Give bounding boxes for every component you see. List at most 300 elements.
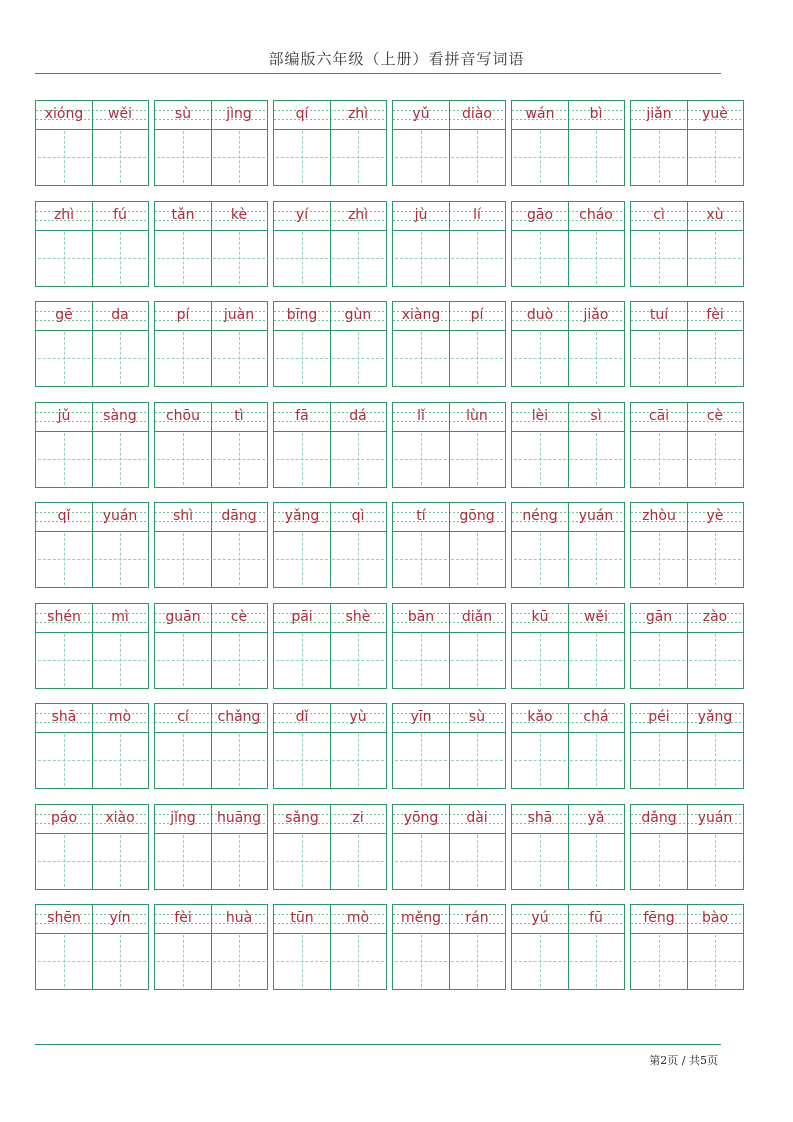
character-writing-box[interactable] bbox=[568, 833, 624, 889]
word-box bbox=[511, 100, 625, 186]
pinyin-syllable: gāo bbox=[526, 207, 554, 223]
pinyin-syllable: fēng bbox=[643, 910, 675, 926]
guide-line bbox=[120, 935, 121, 987]
guide-line bbox=[64, 734, 65, 786]
character-writing-box[interactable] bbox=[36, 431, 92, 487]
pinyin-row bbox=[393, 704, 505, 733]
word-box bbox=[35, 603, 149, 689]
character-writing-box[interactable] bbox=[631, 431, 687, 487]
guide-line bbox=[421, 131, 422, 183]
word-box bbox=[273, 603, 387, 689]
guide-line bbox=[64, 332, 65, 384]
character-writing-box[interactable] bbox=[92, 732, 148, 788]
guide-line bbox=[477, 634, 478, 686]
pinyin-syllable: jù bbox=[414, 207, 428, 223]
character-writing-box[interactable] bbox=[36, 632, 92, 688]
guide-line bbox=[183, 634, 184, 686]
character-writing-box[interactable] bbox=[155, 732, 211, 788]
word-box bbox=[511, 904, 625, 990]
word-box bbox=[392, 804, 506, 890]
character-writing-box[interactable] bbox=[449, 129, 505, 185]
word-box bbox=[273, 703, 387, 789]
pinyin-row bbox=[393, 604, 505, 633]
guide-line bbox=[120, 332, 121, 384]
character-writing-box[interactable] bbox=[274, 933, 330, 989]
character-writing-box[interactable] bbox=[36, 230, 92, 286]
guide-line bbox=[596, 533, 597, 585]
character-writing-box[interactable] bbox=[568, 230, 624, 286]
pinyin-syllable: cè bbox=[230, 609, 248, 625]
character-writing-box[interactable] bbox=[449, 431, 505, 487]
pinyin-syllable: yīn bbox=[410, 709, 432, 725]
character-writing-box[interactable] bbox=[330, 129, 386, 185]
character-writing-box[interactable] bbox=[393, 632, 449, 688]
character-writing-box[interactable] bbox=[393, 330, 449, 386]
word-box bbox=[630, 100, 744, 186]
character-writing-box[interactable] bbox=[36, 531, 92, 587]
guide-line bbox=[120, 835, 121, 887]
character-writing-box[interactable] bbox=[393, 833, 449, 889]
guide-line bbox=[358, 433, 359, 485]
character-writing-box[interactable] bbox=[687, 632, 743, 688]
character-writing-box[interactable] bbox=[92, 833, 148, 889]
pinyin-syllable: lí bbox=[473, 207, 481, 223]
guide-line bbox=[239, 935, 240, 987]
character-writing-box[interactable] bbox=[512, 230, 568, 286]
pinyin-syllable: tūn bbox=[290, 910, 314, 926]
pinyin-row bbox=[274, 805, 386, 834]
character-writing-box[interactable] bbox=[568, 431, 624, 487]
pinyin-row bbox=[36, 805, 148, 834]
pinyin-row bbox=[512, 403, 624, 432]
character-writing-box[interactable] bbox=[687, 732, 743, 788]
pinyin-row bbox=[393, 805, 505, 834]
guide-line bbox=[183, 533, 184, 585]
character-writing-box[interactable] bbox=[330, 330, 386, 386]
character-writing-box[interactable] bbox=[330, 933, 386, 989]
pinyin-syllable: néng bbox=[522, 508, 558, 524]
pinyin-row bbox=[36, 101, 148, 130]
character-writing-box[interactable] bbox=[211, 833, 267, 889]
guide-line bbox=[183, 935, 184, 987]
character-writing-box[interactable] bbox=[631, 933, 687, 989]
pinyin-row bbox=[631, 302, 743, 331]
pinyin-syllable: huāng bbox=[216, 810, 262, 826]
character-writing-box[interactable] bbox=[36, 833, 92, 889]
pinyin-syllable: qì bbox=[351, 508, 365, 524]
character-writing-box[interactable] bbox=[211, 732, 267, 788]
pinyin-syllable: yuán bbox=[102, 508, 138, 524]
guide-line bbox=[477, 533, 478, 585]
pinyin-syllable: cí bbox=[177, 709, 189, 725]
guide-line bbox=[596, 634, 597, 686]
character-writing-box[interactable] bbox=[330, 732, 386, 788]
pinyin-syllable: jǐng bbox=[170, 810, 196, 826]
character-writing-box[interactable] bbox=[568, 531, 624, 587]
pinyin-syllable: zhì bbox=[53, 207, 75, 223]
character-writing-box[interactable] bbox=[449, 531, 505, 587]
character-writing-box[interactable] bbox=[512, 933, 568, 989]
character-writing-box[interactable] bbox=[393, 129, 449, 185]
pinyin-syllable: yǔ bbox=[412, 106, 430, 122]
character-writing-box[interactable] bbox=[512, 632, 568, 688]
guide-line bbox=[302, 131, 303, 183]
pinyin-syllable: chōu bbox=[165, 408, 200, 424]
character-writing-box[interactable] bbox=[568, 732, 624, 788]
character-writing-box[interactable] bbox=[512, 330, 568, 386]
pinyin-syllable: páo bbox=[50, 810, 78, 826]
pinyin-syllable: qí bbox=[295, 106, 309, 122]
character-writing-box[interactable] bbox=[568, 933, 624, 989]
pinyin-syllable: sì bbox=[590, 408, 602, 424]
guide-line bbox=[715, 131, 716, 183]
character-writing-box[interactable] bbox=[687, 330, 743, 386]
character-writing-box[interactable] bbox=[36, 933, 92, 989]
character-writing-box[interactable] bbox=[631, 632, 687, 688]
pinyin-syllable: yǎng bbox=[284, 508, 320, 524]
guide-line bbox=[540, 232, 541, 284]
character-writing-box[interactable] bbox=[36, 732, 92, 788]
pinyin-syllable: lǐ bbox=[417, 408, 425, 424]
character-writing-box[interactable] bbox=[92, 129, 148, 185]
pinyin-syllable: shì bbox=[172, 508, 194, 524]
character-writing-box[interactable] bbox=[330, 531, 386, 587]
pinyin-row bbox=[36, 403, 148, 432]
pinyin-syllable: xù bbox=[706, 207, 724, 223]
character-writing-box[interactable] bbox=[92, 431, 148, 487]
pinyin-syllable: yù bbox=[349, 709, 367, 725]
pinyin-syllable: zào bbox=[702, 609, 728, 625]
guide-line bbox=[540, 835, 541, 887]
word-box bbox=[630, 502, 744, 588]
guide-line bbox=[659, 533, 660, 585]
pinyin-syllable: jǔ bbox=[57, 408, 71, 424]
word-box bbox=[154, 301, 268, 387]
guide-line bbox=[540, 634, 541, 686]
character-writing-box[interactable] bbox=[274, 330, 330, 386]
word-box bbox=[630, 402, 744, 488]
guide-line bbox=[715, 533, 716, 585]
guide-line bbox=[596, 935, 597, 987]
guide-line bbox=[358, 131, 359, 183]
guide-line bbox=[421, 433, 422, 485]
pinyin-syllable: sù bbox=[468, 709, 486, 725]
character-writing-box[interactable] bbox=[512, 732, 568, 788]
word-box bbox=[35, 502, 149, 588]
character-writing-box[interactable] bbox=[92, 230, 148, 286]
pinyin-row bbox=[631, 704, 743, 733]
guide-line bbox=[302, 734, 303, 786]
guide-line bbox=[477, 835, 478, 887]
guide-line bbox=[659, 131, 660, 183]
pinyin-syllable: wěi bbox=[584, 609, 608, 625]
footer-divider bbox=[35, 1044, 721, 1045]
word-box bbox=[392, 603, 506, 689]
character-writing-box[interactable] bbox=[512, 431, 568, 487]
pinyin-row bbox=[512, 905, 624, 934]
character-writing-box[interactable] bbox=[687, 129, 743, 185]
character-writing-box[interactable] bbox=[687, 431, 743, 487]
character-writing-box[interactable] bbox=[92, 933, 148, 989]
word-box bbox=[273, 301, 387, 387]
character-writing-box[interactable] bbox=[568, 330, 624, 386]
character-writing-box[interactable] bbox=[449, 732, 505, 788]
character-writing-box[interactable] bbox=[274, 230, 330, 286]
pinyin-syllable: fèi bbox=[706, 307, 724, 323]
character-writing-box[interactable] bbox=[36, 129, 92, 185]
guide-line bbox=[659, 634, 660, 686]
page-number: 第2页 / 共5页 bbox=[649, 1054, 718, 1067]
character-writing-box[interactable] bbox=[155, 431, 211, 487]
character-writing-box[interactable] bbox=[274, 431, 330, 487]
guide-line bbox=[715, 332, 716, 384]
pinyin-row bbox=[36, 604, 148, 633]
pinyin-row bbox=[512, 604, 624, 633]
pinyin-syllable: péi bbox=[648, 709, 670, 725]
guide-line bbox=[64, 433, 65, 485]
word-box bbox=[630, 201, 744, 287]
pinyin-syllable: jìng bbox=[226, 106, 252, 122]
character-writing-box[interactable] bbox=[568, 632, 624, 688]
character-writing-box[interactable] bbox=[274, 833, 330, 889]
pinyin-syllable: bīng bbox=[286, 307, 318, 323]
pinyin-syllable: fèi bbox=[174, 910, 192, 926]
character-writing-box[interactable] bbox=[274, 531, 330, 587]
pinyin-syllable: bān bbox=[407, 609, 435, 625]
pinyin-syllable: xiào bbox=[105, 810, 135, 826]
word-box bbox=[273, 100, 387, 186]
character-writing-box[interactable] bbox=[631, 833, 687, 889]
character-writing-box[interactable] bbox=[393, 933, 449, 989]
pinyin-row bbox=[36, 302, 148, 331]
guide-line bbox=[120, 232, 121, 284]
pinyin-syllable: gē bbox=[55, 307, 73, 323]
pinyin-syllable: cháo bbox=[579, 207, 613, 223]
guide-line bbox=[596, 835, 597, 887]
word-box bbox=[273, 502, 387, 588]
guide-line bbox=[302, 634, 303, 686]
guide-line bbox=[596, 433, 597, 485]
character-writing-box[interactable] bbox=[687, 833, 743, 889]
character-writing-box[interactable] bbox=[155, 330, 211, 386]
pinyin-syllable: kǎo bbox=[527, 709, 553, 725]
pinyin-row bbox=[155, 101, 267, 130]
guide-line bbox=[540, 332, 541, 384]
character-writing-box[interactable] bbox=[155, 833, 211, 889]
pinyin-row bbox=[36, 704, 148, 733]
character-writing-box[interactable] bbox=[211, 933, 267, 989]
guide-line bbox=[659, 835, 660, 887]
guide-line bbox=[120, 433, 121, 485]
character-writing-box[interactable] bbox=[449, 330, 505, 386]
character-writing-box[interactable] bbox=[155, 230, 211, 286]
character-writing-box[interactable] bbox=[393, 732, 449, 788]
pinyin-row bbox=[631, 101, 743, 130]
pinyin-syllable: jiǎo bbox=[583, 307, 609, 323]
pinyin-row bbox=[155, 403, 267, 432]
guide-line bbox=[477, 734, 478, 786]
pinyin-row bbox=[155, 503, 267, 532]
character-writing-box[interactable] bbox=[330, 632, 386, 688]
pinyin-syllable: wán bbox=[525, 106, 555, 122]
guide-line bbox=[120, 734, 121, 786]
pinyin-row bbox=[631, 503, 743, 532]
pinyin-row bbox=[155, 604, 267, 633]
character-writing-box[interactable] bbox=[92, 330, 148, 386]
pinyin-syllable: xióng bbox=[44, 106, 84, 122]
pinyin-syllable: shēn bbox=[47, 910, 81, 926]
character-writing-box[interactable] bbox=[211, 531, 267, 587]
word-box bbox=[154, 201, 268, 287]
word-box bbox=[511, 201, 625, 287]
guide-line bbox=[64, 634, 65, 686]
character-writing-box[interactable] bbox=[211, 330, 267, 386]
character-writing-box[interactable] bbox=[449, 833, 505, 889]
pinyin-row bbox=[393, 905, 505, 934]
character-writing-box[interactable] bbox=[92, 632, 148, 688]
word-box bbox=[273, 904, 387, 990]
pinyin-row bbox=[274, 403, 386, 432]
word-box bbox=[154, 402, 268, 488]
character-writing-box[interactable] bbox=[687, 531, 743, 587]
pinyin-syllable: diào bbox=[462, 106, 492, 122]
character-writing-box[interactable] bbox=[211, 230, 267, 286]
guide-line bbox=[659, 433, 660, 485]
character-writing-box[interactable] bbox=[393, 431, 449, 487]
character-writing-box[interactable] bbox=[155, 632, 211, 688]
guide-line bbox=[239, 131, 240, 183]
guide-line bbox=[239, 634, 240, 686]
pinyin-syllable: fū bbox=[589, 910, 603, 926]
word-box bbox=[511, 402, 625, 488]
pinyin-syllable: rán bbox=[465, 910, 489, 926]
pinyin-syllable: juàn bbox=[223, 307, 255, 323]
pinyin-syllable: dāng bbox=[221, 508, 257, 524]
character-writing-box[interactable] bbox=[393, 230, 449, 286]
pinyin-syllable: lùn bbox=[466, 408, 488, 424]
guide-line bbox=[540, 533, 541, 585]
character-writing-box[interactable] bbox=[330, 230, 386, 286]
character-writing-box[interactable] bbox=[211, 632, 267, 688]
pinyin-syllable: chá bbox=[583, 709, 609, 725]
guide-line bbox=[183, 433, 184, 485]
guide-line bbox=[64, 131, 65, 183]
guide-line bbox=[421, 734, 422, 786]
guide-line bbox=[302, 332, 303, 384]
character-writing-box[interactable] bbox=[274, 129, 330, 185]
guide-line bbox=[421, 533, 422, 585]
guide-line bbox=[477, 131, 478, 183]
character-writing-box[interactable] bbox=[449, 230, 505, 286]
pinyin-row bbox=[274, 905, 386, 934]
pinyin-row bbox=[631, 403, 743, 432]
pinyin-syllable: cè bbox=[706, 408, 724, 424]
character-writing-box[interactable] bbox=[449, 632, 505, 688]
guide-line bbox=[358, 734, 359, 786]
word-box bbox=[630, 804, 744, 890]
guide-line bbox=[358, 533, 359, 585]
pinyin-row bbox=[512, 805, 624, 834]
character-writing-box[interactable] bbox=[687, 933, 743, 989]
pinyin-row bbox=[155, 302, 267, 331]
character-writing-box[interactable] bbox=[211, 431, 267, 487]
pinyin-syllable: dá bbox=[349, 408, 367, 424]
character-writing-box[interactable] bbox=[512, 833, 568, 889]
character-writing-box[interactable] bbox=[631, 531, 687, 587]
guide-line bbox=[239, 433, 240, 485]
pinyin-syllable: sǎng bbox=[285, 810, 319, 826]
guide-line bbox=[302, 935, 303, 987]
character-writing-box[interactable] bbox=[274, 732, 330, 788]
word-box bbox=[392, 502, 506, 588]
word-box bbox=[392, 201, 506, 287]
character-writing-box[interactable] bbox=[211, 129, 267, 185]
word-box bbox=[511, 502, 625, 588]
guide-line bbox=[302, 433, 303, 485]
pinyin-syllable: sù bbox=[174, 106, 192, 122]
word-box bbox=[630, 603, 744, 689]
pinyin-syllable: mò bbox=[108, 709, 132, 725]
character-writing-box[interactable] bbox=[631, 330, 687, 386]
guide-line bbox=[183, 131, 184, 183]
pinyin-syllable: cāi bbox=[648, 408, 670, 424]
character-writing-box[interactable] bbox=[631, 732, 687, 788]
pinyin-row bbox=[274, 101, 386, 130]
pinyin-syllable: zhì bbox=[347, 207, 369, 223]
character-writing-box[interactable] bbox=[631, 230, 687, 286]
word-box bbox=[511, 703, 625, 789]
character-writing-box[interactable] bbox=[568, 129, 624, 185]
pinyin-syllable: dài bbox=[466, 810, 488, 826]
pinyin-syllable: gōng bbox=[459, 508, 495, 524]
character-writing-box[interactable] bbox=[274, 632, 330, 688]
character-writing-box[interactable] bbox=[330, 431, 386, 487]
pinyin-syllable: jiǎn bbox=[646, 106, 672, 122]
guide-line bbox=[477, 232, 478, 284]
character-writing-box[interactable] bbox=[36, 330, 92, 386]
guide-line bbox=[120, 131, 121, 183]
character-writing-box[interactable] bbox=[155, 129, 211, 185]
character-writing-box[interactable] bbox=[449, 933, 505, 989]
pinyin-syllable: xiàng bbox=[401, 307, 441, 323]
pinyin-row bbox=[155, 905, 267, 934]
guide-line bbox=[358, 634, 359, 686]
word-box bbox=[630, 904, 744, 990]
guide-line bbox=[239, 533, 240, 585]
pinyin-syllable: dǎng bbox=[641, 810, 677, 826]
character-writing-box[interactable] bbox=[155, 531, 211, 587]
pinyin-syllable: yí bbox=[295, 207, 309, 223]
character-writing-box[interactable] bbox=[631, 129, 687, 185]
pinyin-syllable: yú bbox=[531, 910, 549, 926]
guide-line bbox=[358, 935, 359, 987]
pinyin-row bbox=[274, 302, 386, 331]
character-writing-box[interactable] bbox=[512, 129, 568, 185]
character-writing-box[interactable] bbox=[687, 230, 743, 286]
word-box bbox=[392, 301, 506, 387]
character-writing-box[interactable] bbox=[393, 531, 449, 587]
character-writing-box[interactable] bbox=[330, 833, 386, 889]
character-writing-box[interactable] bbox=[512, 531, 568, 587]
pinyin-syllable: fā bbox=[295, 408, 309, 424]
character-writing-box[interactable] bbox=[92, 531, 148, 587]
guide-line bbox=[477, 433, 478, 485]
pinyin-row bbox=[274, 704, 386, 733]
pinyin-syllable: yǎ bbox=[587, 810, 605, 826]
character-writing-box[interactable] bbox=[155, 933, 211, 989]
guide-line bbox=[715, 835, 716, 887]
pinyin-syllable: yuè bbox=[702, 106, 728, 122]
